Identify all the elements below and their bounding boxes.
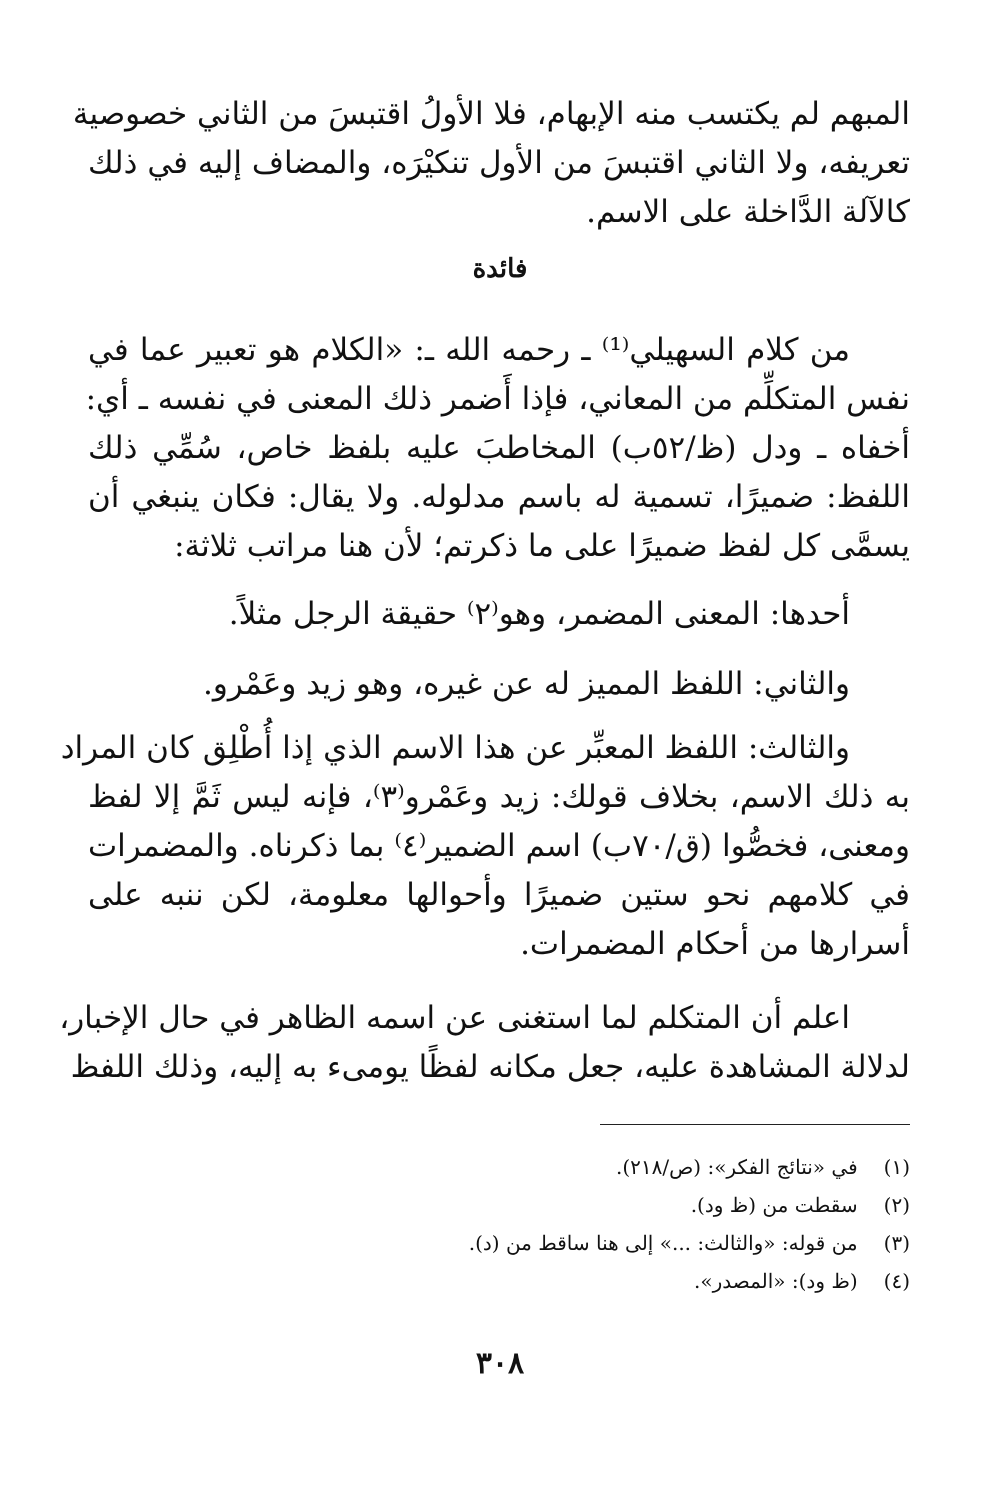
text-line: المبهم لم يكتسب منه الإبهام، فلا الأولُ اقتبسَ من الثاني خصوصية bbox=[72, 96, 910, 132]
footnote-number: (٤) bbox=[883, 1269, 910, 1293]
page-number: ٣٠٨ bbox=[475, 1346, 525, 1381]
text-line: في كلامهم نحو ستين ضميرًا وأحوالها معلومة، لكن ننبه على bbox=[88, 877, 910, 913]
footnote-text: من قوله: «والثالث: ...» إلى هنا ساقط من (د). bbox=[468, 1231, 858, 1255]
top-paragraph bbox=[72, 90, 910, 237]
footnote-number: (٢) bbox=[883, 1193, 910, 1217]
paragraph-third bbox=[60, 724, 910, 969]
footnote-text: سقطت من (ظ ود). bbox=[690, 1193, 858, 1217]
footnote-number: (١) bbox=[883, 1155, 910, 1179]
text-line: من كلام السهيلي⁽¹⁾ ـ رحمه الله ـ: «الكلام هو تعبير عما في bbox=[88, 332, 850, 368]
text-line: به ذلك الاسم، بخلاف قولك: زيد وعَمْرو⁽٣⁾، فإنه ليس ثَمَّ إلا لفظ bbox=[88, 779, 910, 815]
paragraph-sohaili bbox=[85, 326, 910, 571]
text-line: تعريفه، ولا الثاني اقتبسَ من الأول تنكيْرَه، والمضاف إليه في ذلك bbox=[88, 145, 910, 181]
text-line: لدلالة المشاهدة عليه، جعل مكانه لفظًا يومىء به إليه، وذلك اللفظ bbox=[70, 1049, 910, 1085]
footnote-item bbox=[88, 1186, 910, 1224]
text-line: أسرارها من أحكام المضمرات. bbox=[520, 926, 910, 962]
footnotes bbox=[88, 1148, 910, 1300]
paragraph-speaker bbox=[59, 994, 910, 1092]
text-line: ومعنى، فخصُّوا (ق/٧٠ب) اسم الضمير⁽٤⁾ بما ذكرناه. والمضمرات bbox=[88, 828, 910, 864]
footnote-divider bbox=[600, 1124, 910, 1125]
text-line: نفس المتكلِّم من المعاني، فإذا أَضمر ذلك المعنى في نفسه ـ أي: bbox=[85, 381, 910, 417]
footnote-number: (٣) bbox=[883, 1231, 910, 1255]
footnote-item bbox=[88, 1224, 910, 1262]
list-item-second: والثاني: اللفظ المميز له عن غيره، وهو زيد وعَمْرو. bbox=[203, 666, 850, 702]
footnote-item bbox=[88, 1148, 910, 1186]
text-line: اعلم أن المتكلم لما استغنى عن اسمه الظاهر في حال الإخبار، bbox=[59, 1000, 850, 1036]
footnote-text: (ظ ود): «المصدر». bbox=[693, 1269, 858, 1293]
section-heading: فائدة bbox=[472, 254, 528, 284]
text-line: اللفظ: ضميرًا، تسمية له باسم مدلوله. ولا يقال: فكان ينبغي أن bbox=[88, 479, 910, 515]
footnote-item bbox=[88, 1262, 910, 1300]
list-item-first: أحدها: المعنى المضمر، وهو⁽٢⁾ حقيقة الرجل مثلاً. bbox=[228, 596, 850, 632]
text-line: كالآلة الدَّاخلة على الاسم. bbox=[586, 194, 910, 230]
text-line: والثالث: اللفظ المعبِّر عن هذا الاسم الذي إذا أُطْلِق كان المراد bbox=[60, 730, 850, 766]
text-line: أخفاه ـ ودل (ظ/٥٢ب) المخاطبَ عليه بلفظ خاص، سُمِّي ذلك bbox=[88, 430, 910, 466]
text-line: يسمَّى كل لفظ ضميرًا على ما ذكرتم؛ لأن هنا مراتب ثلاثة: bbox=[174, 528, 910, 564]
footnote-text: في «نتائج الفكر»: (ص/٢١٨). bbox=[615, 1155, 858, 1179]
